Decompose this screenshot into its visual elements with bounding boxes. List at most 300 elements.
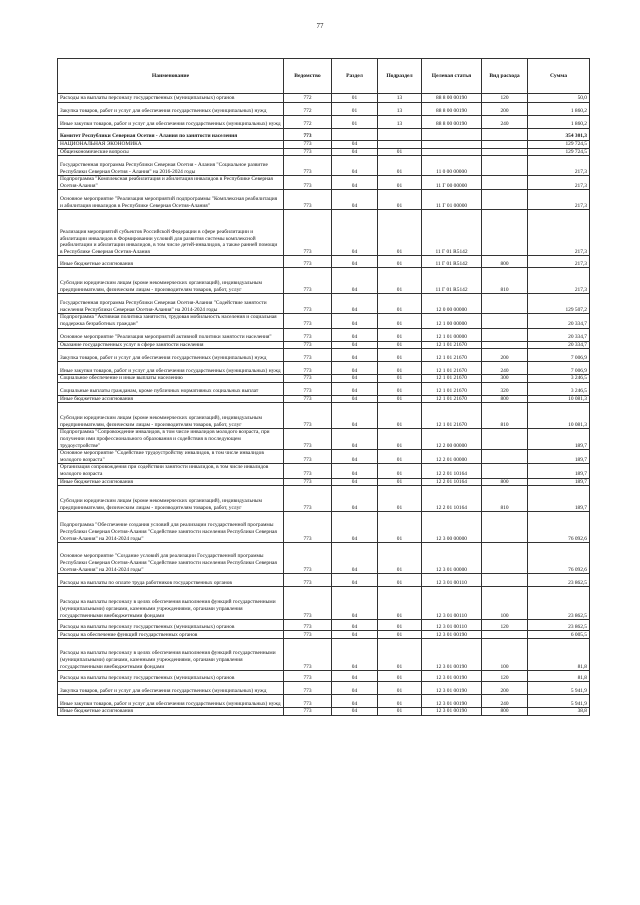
cell-name: Расходы на обеспечение функций государственных органов	[58, 631, 284, 639]
table-row	[58, 129, 590, 141]
cell-amount: 217,3	[528, 176, 590, 190]
cell-target-article: 12 3 01 00190	[422, 708, 482, 716]
cell-name: Основное мероприятие "Реализация мероприятий активной политики занятости населения"	[58, 328, 284, 341]
cell-expense-type	[482, 190, 528, 210]
header-section: Раздел	[332, 59, 378, 94]
cell-target-article: 12 2 00 00000	[422, 429, 482, 450]
cell-amount: 217,3	[528, 156, 590, 176]
cell-section: 04	[332, 403, 378, 429]
cell-amount: 7 006,9	[528, 349, 590, 362]
cell-expense-type	[482, 148, 528, 156]
cell-subsection: 01	[378, 382, 422, 395]
cell-subsection: 13	[378, 103, 422, 116]
cell-department: 773	[284, 587, 332, 620]
table-row	[58, 210, 590, 256]
cell-name: Социальные выплаты гражданам, кроме публичных нормативных социальных выплат	[58, 382, 284, 395]
cell-subsection: 01	[378, 294, 422, 314]
cell-amount: 81,8	[528, 639, 590, 671]
cell-target-article: 88 8 00 00190	[422, 94, 482, 103]
cell-department: 773	[284, 314, 332, 328]
cell-department: 773	[284, 695, 332, 708]
cell-department: 773	[284, 574, 332, 587]
table-row	[58, 268, 590, 294]
cell-name: Расходы на выплаты персоналу в целях обеспечения выполнения функций государственными (муниципальными) органами, казенными учреждениями, органами управления государственными внебюджетными фондами	[58, 639, 284, 671]
cell-subsection: 01	[378, 543, 422, 574]
cell-target-article: 12 1 01 21670	[422, 341, 482, 349]
cell-amount: 129 724,5	[528, 141, 590, 149]
cell-expense-type	[482, 294, 528, 314]
cell-expense-type: 120	[482, 94, 528, 103]
cell-expense-type: 300	[482, 375, 528, 383]
cell-target-article: 12 3 01 00190	[422, 671, 482, 682]
cell-target-article: 12 3 01 00110	[422, 574, 482, 587]
cell-name: Подпрограмма "Обеспечение создания условий для реализации государственной программы Республики Северная Осетия-Алания "Содействие занятости населения Республики Северная Осетия-Алания" на 2014-2024 годы"	[58, 512, 284, 543]
cell-amount: 217,3	[528, 268, 590, 294]
cell-expense-type	[482, 156, 528, 176]
cell-expense-type: 200	[482, 103, 528, 116]
cell-name: Иные закупки товаров, работ и услуг для обеспечения государственных (муниципальных) нужд	[58, 695, 284, 708]
cell-section: 04	[332, 190, 378, 210]
cell-section: 04	[332, 543, 378, 574]
cell-subsection: 01	[378, 375, 422, 383]
cell-amount: 129 507,2	[528, 294, 590, 314]
cell-department: 773	[284, 682, 332, 695]
cell-subsection: 01	[378, 210, 422, 256]
cell-amount: 20 334,7	[528, 314, 590, 328]
cell-subsection: 01	[378, 176, 422, 190]
cell-department: 773	[284, 268, 332, 294]
cell-department: 773	[284, 349, 332, 362]
cell-amount: 3 246,5	[528, 375, 590, 383]
cell-subsection: 13	[378, 116, 422, 129]
cell-subsection: 01	[378, 148, 422, 156]
cell-department: 773	[284, 486, 332, 512]
cell-department: 773	[284, 429, 332, 450]
cell-subsection: 01	[378, 464, 422, 478]
cell-section: 04	[332, 256, 378, 268]
cell-subsection: 01	[378, 429, 422, 450]
table-row	[58, 450, 590, 464]
cell-target-article: 12 2 01 10164	[422, 478, 482, 486]
cell-target-article: 12 1 01 21670	[422, 395, 482, 403]
cell-subsection: 01	[378, 256, 422, 268]
cell-department: 772	[284, 116, 332, 129]
cell-section: 01	[332, 103, 378, 116]
cell-subsection: 01	[378, 341, 422, 349]
cell-section: 04	[332, 695, 378, 708]
cell-amount: 20 334,7	[528, 328, 590, 341]
cell-expense-type: 240	[482, 116, 528, 129]
table-row	[58, 403, 590, 429]
cell-amount: 354 301,3	[528, 129, 590, 141]
cell-section: 04	[332, 210, 378, 256]
cell-name: Организация сопровождения при содействии занятости инвалидов, в том числе инвалидов молодого возраста	[58, 464, 284, 478]
cell-section: 04	[332, 148, 378, 156]
cell-subsection: 01	[378, 639, 422, 671]
table-row	[58, 103, 590, 116]
cell-target-article: 12 3 01 00190	[422, 631, 482, 639]
cell-amount: 189,7	[528, 486, 590, 512]
cell-target-article: 11 0 00 00000	[422, 156, 482, 176]
cell-target-article: 12 2 01 10164	[422, 486, 482, 512]
cell-section: 04	[332, 268, 378, 294]
header-subsection: Подраздел	[378, 59, 422, 94]
cell-name: Подпрограмма "Активная политика занятости, трудовая мобильность населения и социальная поддержка безработных граждан"	[58, 314, 284, 328]
cell-section: 01	[332, 94, 378, 103]
cell-department: 773	[284, 375, 332, 383]
cell-name: Закупка товаров, работ и услуг для обеспечения государственных (муниципальных) нужд	[58, 349, 284, 362]
cell-subsection: 01	[378, 512, 422, 543]
cell-target-article: 12 3 00 00000	[422, 512, 482, 543]
cell-subsection: 01	[378, 314, 422, 328]
cell-amount: 76 092,6	[528, 543, 590, 574]
cell-subsection: 01	[378, 349, 422, 362]
cell-subsection: 01	[378, 190, 422, 210]
cell-name: Государственная программа Республики Северная Осетия-Алания "Содействие занятости населения Республики Северная Осетия-Алания" на 2014-2024 годы	[58, 294, 284, 314]
table-row	[58, 148, 590, 156]
cell-expense-type	[482, 464, 528, 478]
cell-department: 773	[284, 141, 332, 149]
cell-department: 773	[284, 478, 332, 486]
cell-section: 04	[332, 478, 378, 486]
cell-target-article: 11 Г 01 R5142	[422, 268, 482, 294]
cell-amount: 217,3	[528, 210, 590, 256]
cell-section: 04	[332, 639, 378, 671]
cell-name: Иные бюджетные ассигнования	[58, 478, 284, 486]
cell-target-article: 12 0 00 00000	[422, 294, 482, 314]
cell-name: Подпрограмма "Комплексная реабилитация и абилитация инвалидов в Республике Северная Осетия-Алания"	[58, 176, 284, 190]
cell-name: Иные бюджетные ассигнования	[58, 256, 284, 268]
cell-department: 773	[284, 190, 332, 210]
cell-subsection: 01	[378, 450, 422, 464]
cell-target-article: 11 Г 01 R5142	[422, 256, 482, 268]
cell-amount: 10 081,3	[528, 403, 590, 429]
table-row	[58, 512, 590, 543]
cell-target-article: 12 2 01 10164	[422, 464, 482, 478]
cell-amount: 1 860,2	[528, 103, 590, 116]
cell-target-article: 12 1 00 00000	[422, 314, 482, 328]
cell-section: 04	[332, 587, 378, 620]
cell-subsection: 01	[378, 403, 422, 429]
cell-target-article: 12 3 01 00190	[422, 682, 482, 695]
cell-target-article: 88 8 00 00190	[422, 103, 482, 116]
cell-expense-type: 100	[482, 639, 528, 671]
cell-target-article	[422, 129, 482, 141]
cell-department: 773	[284, 328, 332, 341]
cell-department: 773	[284, 294, 332, 314]
cell-name: Иные закупки товаров, работ и услуг для обеспечения государственных (муниципальных) нужд	[58, 116, 284, 129]
cell-expense-type: 100	[482, 587, 528, 620]
cell-section: 04	[332, 682, 378, 695]
cell-subsection	[378, 141, 422, 149]
header-department: Ведомство	[284, 59, 332, 94]
table-row	[58, 375, 590, 383]
cell-target-article: 12 3 01 00190	[422, 695, 482, 708]
header-amount: Сумма	[528, 59, 590, 94]
cell-subsection: 01	[378, 156, 422, 176]
cell-expense-type	[482, 176, 528, 190]
cell-amount: 76 092,6	[528, 512, 590, 543]
cell-expense-type: 120	[482, 671, 528, 682]
cell-name: Субсидии юридическим лицам (кроме некоммерческих организаций), индивидуальным предпринимателям, физическим лицам - производителям товаров, работ, услуг	[58, 403, 284, 429]
cell-name: Комитет Республики Северная Осетия - Алания по занятости населения	[58, 129, 284, 141]
cell-expense-type: 800	[482, 256, 528, 268]
cell-name: Социальное обеспечение и иные выплаты населению	[58, 375, 284, 383]
table-row	[58, 620, 590, 631]
table-row	[58, 256, 590, 268]
cell-expense-type: 240	[482, 362, 528, 375]
cell-section: 04	[332, 450, 378, 464]
cell-expense-type: 200	[482, 349, 528, 362]
cell-department: 773	[284, 382, 332, 395]
cell-target-article: 12 1 01 21670	[422, 362, 482, 375]
cell-amount: 217,3	[528, 190, 590, 210]
table-header-row	[58, 59, 590, 94]
cell-target-article	[422, 141, 482, 149]
table-row	[58, 671, 590, 682]
cell-expense-type: 800	[482, 395, 528, 403]
cell-target-article: 11 Г 01 00000	[422, 190, 482, 210]
table-row	[58, 294, 590, 314]
cell-target-article: 12 1 01 21670	[422, 375, 482, 383]
cell-name: Государственная программа Республики Северная Осетия - Алания "Социальное развитие Республики Северная Осетия - Алания" на 2016-2024 годы	[58, 156, 284, 176]
table-row	[58, 382, 590, 395]
cell-amount: 189,7	[528, 450, 590, 464]
cell-expense-type	[482, 210, 528, 256]
cell-name: Закупка товаров, работ и услуг для обеспечения государственных (муниципальных) нужд	[58, 103, 284, 116]
cell-amount: 23 862,5	[528, 574, 590, 587]
cell-subsection: 01	[378, 587, 422, 620]
cell-expense-type: 810	[482, 486, 528, 512]
cell-section: 04	[332, 314, 378, 328]
cell-department: 773	[284, 708, 332, 716]
cell-department: 772	[284, 103, 332, 116]
cell-expense-type: 240	[482, 695, 528, 708]
table-row	[58, 631, 590, 639]
cell-name: Закупка товаров, работ и услуг для обеспечения государственных (муниципальных) нужд	[58, 682, 284, 695]
cell-expense-type	[482, 141, 528, 149]
cell-department: 773	[284, 176, 332, 190]
cell-amount: 81,8	[528, 671, 590, 682]
cell-amount: 6 005,5	[528, 631, 590, 639]
cell-expense-type	[482, 574, 528, 587]
table-row	[58, 176, 590, 190]
cell-name: Субсидии юридическим лицам (кроме некоммерческих организаций), индивидуальным предпринимателям, физическим лицам - производителям товаров, работ, услуг	[58, 268, 284, 294]
cell-section: 04	[332, 671, 378, 682]
cell-amount: 5 941,9	[528, 695, 590, 708]
cell-department: 773	[284, 129, 332, 141]
cell-subsection: 01	[378, 682, 422, 695]
table-row	[58, 486, 590, 512]
cell-expense-type	[482, 129, 528, 141]
cell-target-article: 12 3 01 00110	[422, 587, 482, 620]
table-row	[58, 190, 590, 210]
table-row	[58, 94, 590, 103]
cell-section: 04	[332, 708, 378, 716]
cell-target-article: 12 1 01 21670	[422, 349, 482, 362]
cell-amount: 1 860,2	[528, 116, 590, 129]
cell-target-article: 12 3 01 00110	[422, 620, 482, 631]
cell-department: 773	[284, 341, 332, 349]
cell-name: Расходы на выплаты персоналу государственных (муниципальных) органов	[58, 620, 284, 631]
cell-amount: 5 941,9	[528, 682, 590, 695]
cell-amount: 189,7	[528, 429, 590, 450]
cell-section: 04	[332, 375, 378, 383]
cell-amount: 50,0	[528, 94, 590, 103]
cell-department: 773	[284, 512, 332, 543]
cell-amount: 217,3	[528, 256, 590, 268]
cell-amount: 23 862,5	[528, 620, 590, 631]
table-row	[58, 349, 590, 362]
table-row	[58, 395, 590, 403]
cell-name: Основное мероприятие "Реализация мероприятий подпрограммы "Комплексная реабилитация и абилитация инвалидов в Республике Северная Осетия-Алания"	[58, 190, 284, 210]
cell-department: 773	[284, 450, 332, 464]
table-row	[58, 362, 590, 375]
header-expense-type: Вид расхода	[482, 59, 528, 94]
cell-subsection: 01	[378, 574, 422, 587]
cell-section: 04	[332, 486, 378, 512]
cell-expense-type	[482, 543, 528, 574]
cell-amount: 23 862,5	[528, 587, 590, 620]
cell-subsection: 01	[378, 620, 422, 631]
cell-section	[332, 129, 378, 141]
cell-subsection: 01	[378, 328, 422, 341]
cell-name: Реализация мероприятий субъектов Российской Федерации в сфере реабилитации и абилитации инвалидов в Формировании условий для развития системы комплексной реабилитации и абилитации инвалидов, в том числе детей-инвалидов, а также ранней помощи в Республике Северная Осетия-Алания	[58, 210, 284, 256]
table-row	[58, 478, 590, 486]
cell-section: 04	[332, 328, 378, 341]
cell-subsection: 01	[378, 395, 422, 403]
cell-subsection: 01	[378, 268, 422, 294]
cell-name: Основное мероприятие "Содействие трудоустройству инвалидов, в том числе инвалидов молодого возраста"	[58, 450, 284, 464]
cell-department: 773	[284, 362, 332, 375]
cell-section: 04	[332, 176, 378, 190]
header-name: Наименование	[58, 59, 284, 94]
cell-amount: 189,7	[528, 478, 590, 486]
cell-amount: 38,8	[528, 708, 590, 716]
cell-section: 04	[332, 341, 378, 349]
cell-expense-type	[482, 328, 528, 341]
cell-department: 773	[284, 671, 332, 682]
table-row	[58, 587, 590, 620]
cell-name: Иные закупки товаров, работ и услуг для обеспечения государственных (муниципальных) нужд	[58, 362, 284, 375]
cell-department: 773	[284, 403, 332, 429]
cell-subsection: 01	[378, 695, 422, 708]
cell-target-article: 12 2 01 00000	[422, 450, 482, 464]
cell-expense-type	[482, 631, 528, 639]
table-row	[58, 464, 590, 478]
cell-name: Расходы на выплаты по оплате труда работников государственных органов	[58, 574, 284, 587]
cell-department: 773	[284, 631, 332, 639]
cell-name: Оказание государственных услуг в сфере занятости населения	[58, 341, 284, 349]
cell-section: 04	[332, 512, 378, 543]
table-row	[58, 574, 590, 587]
table-row	[58, 429, 590, 450]
cell-section: 04	[332, 156, 378, 176]
cell-name: НАЦИОНАЛЬНАЯ ЭКОНОМИКА	[58, 141, 284, 149]
cell-expense-type: 120	[482, 620, 528, 631]
table-row	[58, 314, 590, 328]
cell-department: 773	[284, 148, 332, 156]
table-row	[58, 695, 590, 708]
cell-department: 773	[284, 639, 332, 671]
cell-target-article: 12 1 01 21670	[422, 382, 482, 395]
cell-expense-type: 810	[482, 268, 528, 294]
budget-table	[57, 58, 590, 716]
cell-name: Основное мероприятие "Создание условий для реализации Государственной программы Республики Северная Осетия-Алания "Содействие занятости населения Республики Северная Осетия-Алания" на 2014-2024 годы"	[58, 543, 284, 574]
table-row	[58, 116, 590, 129]
cell-target-article	[422, 148, 482, 156]
cell-amount: 7 006,9	[528, 362, 590, 375]
cell-target-article: 11 Г 01 R5142	[422, 210, 482, 256]
cell-section: 01	[332, 116, 378, 129]
cell-department: 772	[284, 94, 332, 103]
cell-subsection: 01	[378, 486, 422, 512]
cell-expense-type	[482, 341, 528, 349]
table-row	[58, 156, 590, 176]
cell-amount: 189,7	[528, 464, 590, 478]
cell-department: 773	[284, 395, 332, 403]
cell-target-article: 11 Г 00 00000	[422, 176, 482, 190]
cell-name: Расходы на выплаты персоналу государственных (муниципальных) органов	[58, 94, 284, 103]
table-row	[58, 682, 590, 695]
header-target-article: Целевая статья	[422, 59, 482, 94]
cell-section: 04	[332, 395, 378, 403]
cell-target-article: 12 1 01 00000	[422, 328, 482, 341]
cell-amount: 10 081,3	[528, 395, 590, 403]
cell-expense-type: 800	[482, 478, 528, 486]
cell-name: Расходы на выплаты персоналу государственных (муниципальных) органов	[58, 671, 284, 682]
cell-name: Субсидии юридическим лицам (кроме некоммерческих организаций), индивидуальным предпринимателям, физическим лицам - производителям товаров, работ, услуг	[58, 486, 284, 512]
cell-name: Подпрограмма "Сопровождение инвалидов, в том числе инвалидов молодого возраста, при получении ими профессионального образования и содействия в последующем трудоустройстве"	[58, 429, 284, 450]
cell-department: 773	[284, 210, 332, 256]
cell-section: 04	[332, 349, 378, 362]
cell-department: 773	[284, 620, 332, 631]
table-row	[58, 543, 590, 574]
cell-expense-type	[482, 429, 528, 450]
cell-name: Иные бюджетные ассигнования	[58, 708, 284, 716]
cell-department: 773	[284, 256, 332, 268]
cell-expense-type: 320	[482, 382, 528, 395]
cell-amount: 20 334,7	[528, 341, 590, 349]
table-row	[58, 341, 590, 349]
cell-target-article: 12 3 01 00190	[422, 639, 482, 671]
table-row	[58, 639, 590, 671]
cell-section: 04	[332, 620, 378, 631]
cell-amount: 129 724,5	[528, 148, 590, 156]
table-row	[58, 328, 590, 341]
cell-department: 773	[284, 543, 332, 574]
cell-subsection: 01	[378, 362, 422, 375]
cell-section: 04	[332, 429, 378, 450]
cell-name: Иные бюджетные ассигнования	[58, 395, 284, 403]
cell-target-article: 12 3 01 00000	[422, 543, 482, 574]
cell-section: 04	[332, 362, 378, 375]
cell-section: 04	[332, 141, 378, 149]
cell-target-article: 88 8 00 00190	[422, 116, 482, 129]
cell-expense-type	[482, 450, 528, 464]
cell-subsection: 01	[378, 671, 422, 682]
cell-section: 04	[332, 464, 378, 478]
cell-subsection: 01	[378, 708, 422, 716]
cell-section: 04	[332, 382, 378, 395]
cell-section: 04	[332, 574, 378, 587]
cell-expense-type	[482, 314, 528, 328]
table-row	[58, 708, 590, 716]
cell-subsection: 01	[378, 631, 422, 639]
cell-subsection	[378, 129, 422, 141]
cell-amount: 3 246,5	[528, 382, 590, 395]
table-row	[58, 141, 590, 149]
